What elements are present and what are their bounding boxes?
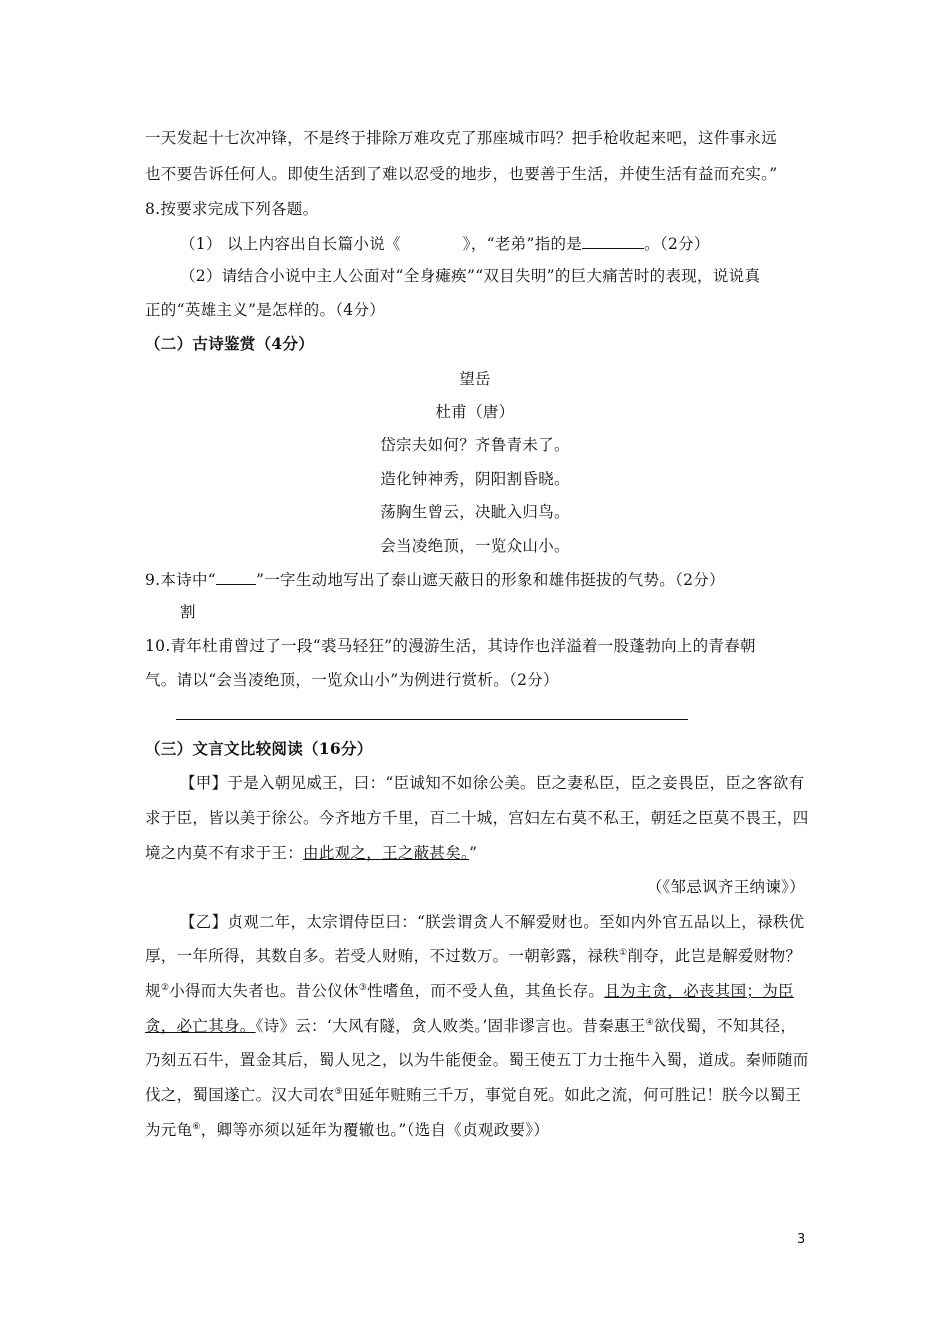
- laodi-answer-blank[interactable]: [582, 233, 644, 249]
- footnote-marker-1: ①: [619, 947, 628, 958]
- yi-line-2-end: 削夺，此岂是解爱财物？: [627, 947, 802, 965]
- q10-line-1: 10.青年杜甫曾过了一段“裘马轻狂”的漫游生活，其诗作也洋溢着一股蓬勃向上的青春朝: [145, 637, 756, 655]
- footnote-marker-5: ⑤: [334, 1086, 343, 1097]
- yi-line-6-b: 田延年赃贿三千万，事觉自死。如此之流，何可胜记！朕今以蜀王: [342, 1086, 802, 1104]
- q9-suffix: ”一字生动地写出了泰山遮天蔽日的形象和雄伟挺拔的气势。（2分）: [256, 571, 725, 589]
- yi-line-4-c: 欲伐蜀，不知其径，: [653, 1017, 797, 1035]
- narrative-line-1: 一天发起十七次冲锋，不是终于排除万难攻克了那座城市吗？把手枪收起来吧，这件事永远: [145, 129, 778, 147]
- yi-line-6-a: 伐之，蜀国遂亡。汉大司农: [145, 1086, 335, 1104]
- yi-line-7-b: ，卿等亦须以延年为覆辙也。”（选自《贞观政要》）: [200, 1121, 550, 1139]
- q8-part1-mid: 》，“老弟”指的是: [462, 235, 583, 253]
- q9-answer: 割: [180, 603, 196, 621]
- yi-line-4-b: 《诗》云：‘大风有隧，贪人败类。’固非谬言也。昔秦惠王: [255, 1017, 646, 1035]
- poem-author: 杜甫（唐）: [435, 403, 515, 421]
- q8-part1-suffix: 。（2分）: [644, 235, 710, 253]
- footnote-marker-6: ⑥: [192, 1121, 201, 1132]
- poem-title: 望岳: [459, 370, 491, 388]
- yi-line-5: 乃刻五石牛，置金其后，蜀人见之，以为牛能便金。蜀王使五丁力士拖牛入蜀，道成。秦师随而: [145, 1051, 809, 1069]
- footnote-marker-4: ④: [645, 1017, 654, 1028]
- yi-line-3-a: 规: [145, 982, 161, 1000]
- jia-source: （《邹忌讽齐王纳谏》）: [646, 878, 805, 896]
- jia-line-3-text: 境之内莫不有求于王：: [145, 844, 304, 862]
- narrative-line-2: 也不要告诉任何人。即使生活到了难以忍受的地步，也要善于生活，并使生活有益而充实。”: [145, 165, 778, 183]
- q9-question: [145, 569, 815, 590]
- yi-underlined-sentence-part-1: 且为主贪，必丧其国；为臣: [604, 982, 794, 1000]
- jia-line-3-end: ”: [469, 844, 478, 862]
- yi-line-1: 【乙】贞观二年，太宗谓侍臣曰：“朕尝谓贪人不解爱财也。至如内外官五品以上，禄秩优: [180, 913, 805, 931]
- yi-line-2-text: 厚，一年所得，其数自多。若受人财贿，不过数万。一朝彰露，禄秩: [145, 947, 620, 965]
- jia-line-3: [145, 843, 815, 863]
- footnote-marker-2: ②: [160, 982, 170, 993]
- jia-underlined-sentence: 由此观之，王之蔽甚矣。: [303, 844, 470, 862]
- section3-heading: （三）文言文比较阅读（16分）: [145, 739, 373, 758]
- q8-part1: [180, 233, 850, 254]
- q10-line-2: 气。请以“会当凌绝顶，一览众山小”为例进行赏析。（2分）: [145, 671, 559, 689]
- q9-answer-blank[interactable]: [216, 569, 256, 585]
- yi-line-2: [145, 946, 815, 966]
- q8-part1-prefix: （1） 以上内容出自长篇小说《: [180, 235, 401, 253]
- yi-underlined-sentence-part-2: 贪，必亡其身。: [145, 1017, 256, 1035]
- poem-line-1: 岱宗夫如何？齐鲁青未了。: [380, 436, 570, 454]
- q8-title: 8.按要求完成下列各题。: [145, 200, 319, 218]
- poem-line-4: 会当凌绝顶，一览众山小。: [380, 537, 570, 555]
- yi-line-3-b: 小得而大失者也。昔公仪休: [169, 982, 359, 1000]
- page-number: 3: [797, 1232, 806, 1247]
- section2-heading: （二）古诗鉴赏（4分）: [145, 334, 315, 353]
- poem-line-2: 造化钟神秀，阴阳割昏晓。: [380, 470, 570, 488]
- jia-line-1: 【甲】于是入朝见威王，曰：“臣诚知不如徐公美。臣之妻私臣，臣之妾畏臣，臣之客欲有: [180, 774, 805, 792]
- yi-line-7: [145, 1120, 815, 1140]
- book-title-blank[interactable]: [401, 234, 463, 249]
- yi-line-6: [145, 1085, 815, 1105]
- footnote-marker-3: ③: [358, 982, 368, 993]
- q10-answer-line[interactable]: [176, 719, 688, 720]
- q8-part2-line-2: 正的“英雄主义”是怎样的。（4分）: [145, 301, 386, 319]
- q9-prefix: 9.本诗中“: [145, 571, 217, 589]
- q8-part2-line-1: （2）请结合小说中主人公面对“全身瘫痪”“双目失明”的巨大痛苦时的表现，说说真: [180, 267, 761, 285]
- yi-line-4: [145, 1016, 815, 1036]
- poem-line-3: 荡胸生曾云，决眦入归鸟。: [380, 503, 570, 521]
- yi-line-3: [145, 981, 815, 1001]
- yi-line-7-a: 为元龟: [145, 1121, 193, 1139]
- jia-line-2: 求于臣，皆以美于徐公。今齐地方千里，百二十城，宫妇左右莫不私王，朝廷之臣莫不畏王，四: [145, 809, 809, 827]
- yi-line-3-c: 性嗜鱼，而不受人鱼，其鱼长存。: [367, 982, 605, 1000]
